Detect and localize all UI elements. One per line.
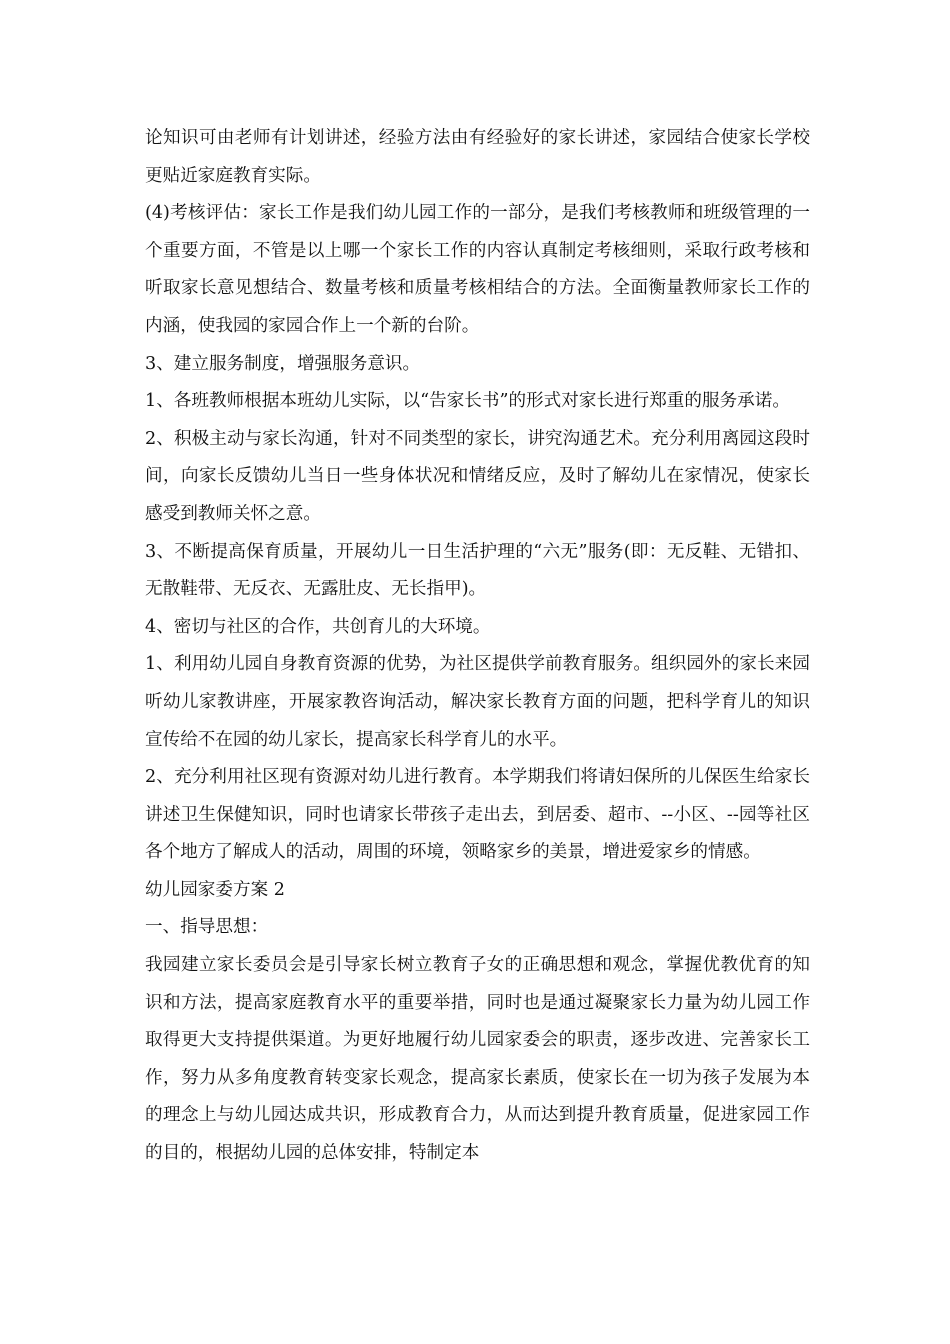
paragraph-community-resources: 2、充分利用社区现有资源对幼儿进行教育。本学期我们将请妇保所的儿保医生给家长讲述卫生保健知识，同时也请家长带孩子走出去，到居委、超市、--小区、--园等社区各个地方了解成人的活动，周围的环境，领略家乡的美景，增进爱家乡的情感。: [145, 767, 810, 863]
heading-service-system: 3、建立服务制度，增强服务意识。: [145, 353, 421, 374]
heading-community-cooperation: 4、密切与社区的合作，共创育儿的大环境。: [145, 616, 491, 637]
paragraph-parent-school-methods: 论知识可由老师有计划讲述，经验方法由有经验好的家长讲述，家园结合使家长学校更贴近家庭教育实际。: [145, 128, 810, 186]
section-title-plan-2: 幼儿园家委方案 2: [145, 879, 285, 900]
paragraph-assessment: (4)考核评估：家长工作是我们幼儿园工作的一部分，是我们考核教师和班级管理的一个重要方面，不管是以上哪一个家长工作的内容认真制定考核细则，采取行政考核和听取家长意见想结合、数量考核和质量考核相结合的方法。全面衡量教师家长工作的内涵，使我园的家园合作上一个新的台阶。: [145, 203, 810, 336]
paragraph-care-quality: 3、不断提高保育质量，开展幼儿一日生活护理的“六无”服务(即：无反鞋、无错扣、无散鞋带、无反衣、无露肚皮、无长指甲)。: [145, 541, 810, 600]
document-body: [145, 120, 810, 1173]
paragraph-service-commitment: 1、各班教师根据本班幼儿实际，以“告家长书”的形式对家长进行郑重的服务承诺。: [145, 391, 790, 412]
paragraph-committee-purpose: 我园建立家长委员会是引导家长树立教育子女的正确思想和观念，掌握优教优育的知识和方法，提高家庭教育水平的重要举措，同时也是通过凝聚家长力量为幼儿园工作取得更大支持提供渠道。为更好地履行幼儿园家委会的职责，逐步改进、完善家长工作，努力从多角度教育转变家长观念，提高家长素质，使家长在一切为孩子发展为本的理念上与幼儿园达成共识，形成教育合力，从而达到提升教育质量，促进家园工作的目的，根据幼儿园的总体安排，特制定本: [145, 955, 810, 1164]
paragraph-parent-communication: 2、积极主动与家长沟通，针对不同类型的家长，讲究沟通艺术。充分利用离园这段时间，向家长反馈幼儿当日一些身体状况和情绪反应，及时了解幼儿在家情况，使家长感受到教师关怀之意。: [145, 428, 810, 524]
paragraph-community-education-service: 1、利用幼儿园自身教育资源的优势，为社区提供学前教育服务。组织园外的家长来园听幼儿家教讲座，开展家教咨询活动，解决家长教育方面的问题，把科学育儿的知识宣传给不在园的幼儿家长，提高家长科学育儿的水平。: [145, 654, 810, 750]
heading-guiding-ideology: 一、指导思想：: [145, 917, 269, 938]
